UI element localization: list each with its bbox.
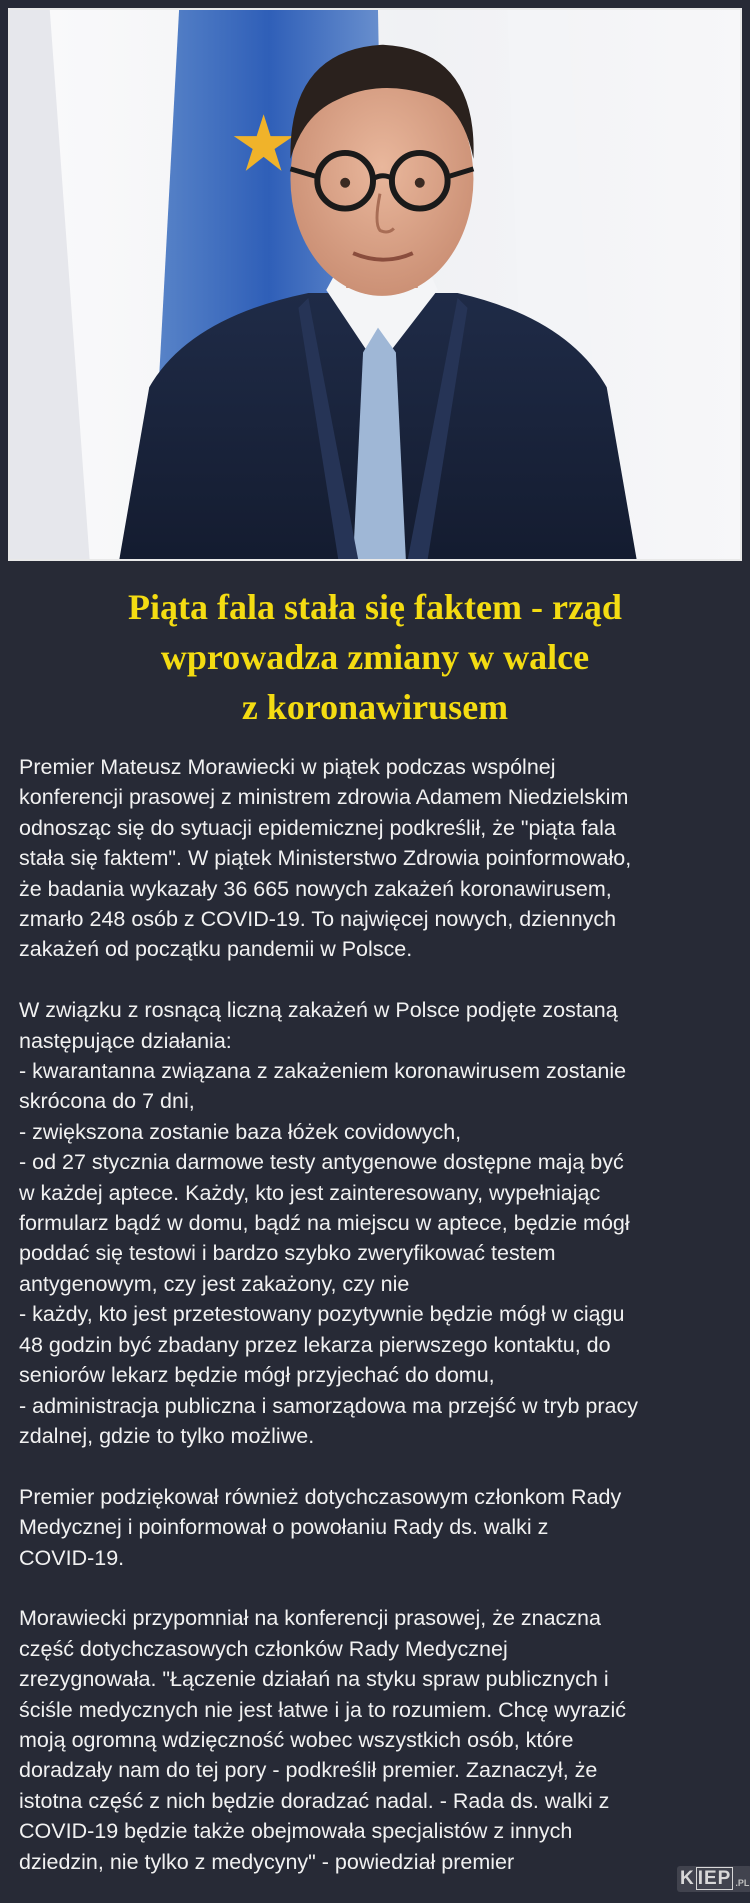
article-line: Premier podziękował również dotychczasowym członkom Rady — [19, 1484, 622, 1509]
article-line: - zwiększona zostanie baza łóżek covidowych, — [19, 1119, 462, 1144]
paragraph-gap — [19, 965, 731, 995]
article-line: ściśle medycznych nie jest łatwe i ja to rozumiem. Chcę wyrazić — [19, 1697, 626, 1722]
article-line: moją ogromną wdzięczność wobec wszystkich osób, które — [19, 1727, 574, 1752]
article-line: formularz bądź w domu, bądź na miejscu w aptece, będzie mógł — [19, 1211, 630, 1236]
article-line: - każdy, kto jest przetestowany pozytywnie będzie mógł w ciągu — [19, 1302, 625, 1327]
article-line: że badania wykazały 36 665 nowych zakażeń koronawirusem, — [19, 876, 612, 901]
article-line: następujące działania: — [19, 1028, 232, 1053]
article-body — [19, 752, 731, 1877]
portrait-illustration — [10, 10, 740, 559]
article-line: konferencji prasowej z ministrem zdrowia Adamem Niedzielskim — [19, 785, 629, 810]
article-line: Medycznej i poinformował o powołaniu Rady ds. walki z — [19, 1515, 549, 1540]
article-line: zakażeń od początku pandemii w Polsce. — [19, 937, 413, 962]
watermark-prefix: K — [680, 1868, 695, 1889]
article-line: seniorów lekarz będzie mógł przyjechać do domu, — [19, 1363, 495, 1388]
article-line: zrezygnowała. "Łączenie działań na styku spraw publicznych i — [19, 1667, 609, 1692]
headline-line: wprowadza zmiany w walce — [160, 637, 590, 677]
headline-line: Piąta fala stała się faktem - rząd — [128, 587, 622, 627]
article-line: - kwarantanna związana z zakażeniem koronawirusem zostanie — [19, 1059, 627, 1084]
watermark-boxed: IEP — [697, 1868, 732, 1889]
article-line: dziedzin, nie tylko z medycyny" - powiedział premier — [19, 1849, 515, 1874]
article-line: istotna część z nich będzie doradzać nadal. - Rada ds. walki z — [19, 1788, 610, 1813]
article-line: Premier Mateusz Morawiecki w piątek podczas wspólnej — [19, 755, 556, 779]
article-line: w każdej aptece. Każdy, kto jest zainteresowany, wypełniając — [19, 1180, 601, 1205]
article-line: - administracja publiczna i samorządowa ma przejść w tryb pracy — [19, 1393, 638, 1418]
article-line: COVID-19 będzie także obejmowała specjalistów z innych — [19, 1819, 573, 1844]
article-line: skrócona do 7 dni, — [19, 1089, 195, 1114]
article-photo — [8, 8, 742, 561]
headline — [20, 582, 730, 732]
article-line: COVID-19. — [19, 1545, 125, 1570]
watermark-suffix: .PL — [735, 1878, 750, 1888]
article-line: część dotychczasowych członków Rady Medycznej — [19, 1636, 508, 1661]
watermark-text — [680, 1868, 733, 1890]
article-line: antygenowym, czy jest zakażony, czy nie — [19, 1271, 410, 1296]
article-line: zmarło 248 osób z COVID-19. To najwięcej nowych, dziennych — [19, 907, 617, 932]
paragraph-gap — [19, 1451, 731, 1481]
article-line: 48 godzin być zbadany przez lekarza pierwszego kontaktu, do — [19, 1332, 611, 1357]
headline-line: z koronawirusem — [241, 687, 509, 727]
article-line: poddać się testowi i bardzo szybko zweryfikować testem — [19, 1241, 556, 1266]
article-line: Morawiecki przypomniał na konferencji prasowej, że znaczna — [19, 1606, 601, 1631]
article-line: doradzały nam do tej pory - podkreślił premier. Zaznaczył, że — [19, 1758, 598, 1783]
site-watermark-logo — [677, 1866, 750, 1892]
article-line: stała się faktem". W piątek Ministerstwo Zdrowia poinformowało, — [19, 846, 632, 871]
article-line: W związku z rosnącą liczną zakażeń w Polsce podjęte zostaną — [19, 998, 618, 1023]
paragraph-gap — [19, 1573, 731, 1603]
article-line: zdalnej, gdzie to tylko możliwe. — [19, 1423, 315, 1448]
article-line: odnosząc się do sytuacji epidemicznej podkreślił, że "piąta fala — [19, 815, 616, 840]
article-line: - od 27 stycznia darmowe testy antygenowe dostępne mają być — [19, 1150, 624, 1175]
